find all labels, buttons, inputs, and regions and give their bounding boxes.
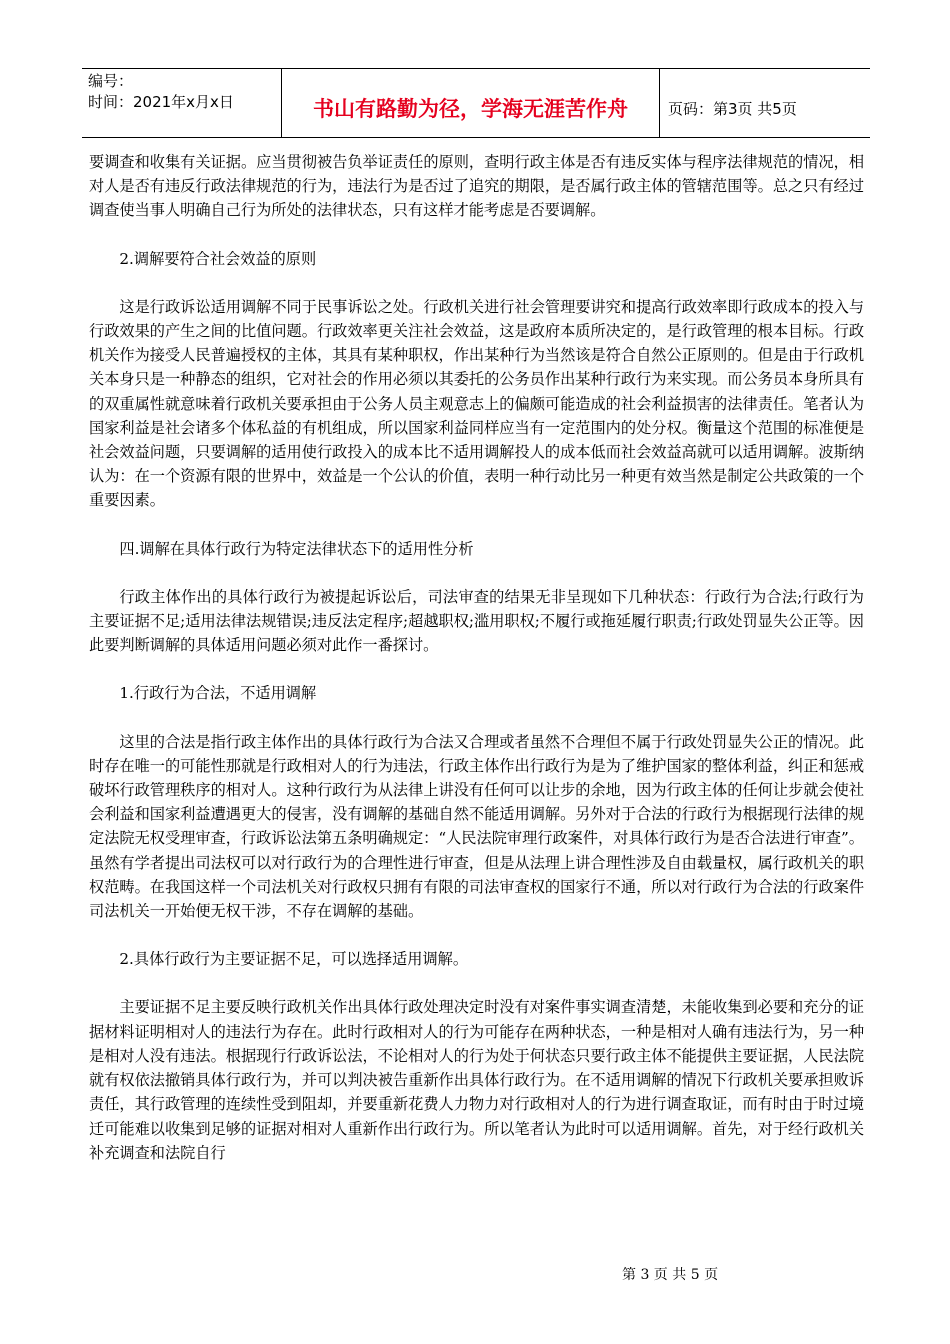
section-heading: 2.调解要符合社会效益的原则: [119, 249, 317, 268]
section-heading: 2.具体行政行为主要证据不足，可以选择适用调解。: [119, 950, 469, 969]
header-meta: [82, 69, 282, 137]
document-body: [89, 150, 864, 1189]
paragraph: 主要证据不足主要反映行政机关作出具体行政处理决定时没有对案件事实调查清楚，未能收集到必要和充分的证据材料证明相对人的违法行为存在。此时行政相对人的行为可能存在两种状态，一种是相对人确有违法行为，另一种是相对人没有违法。根据现行行政诉讼法，不论相对人的行为处于何状态只要行政主体不能提供主要证据，人民法院就有权依法撤销具体行政行为，并可以判决被告重新作出具体行政行为。在不适用调解的情况下行政机关要承担败诉责任，其行政管理的连续性受到阻却，并要重新花费人力物力对行政相对人的行为进行调查取证，而有时由于时过境迁可能难以收集到足够的证据对相对人重新作出行政行为。所以笔者认为此时可以适用调解。首先，对于经行政机关补充调查和法院自行: [89, 998, 864, 1162]
paragraph: 这是行政诉讼适用调解不同于民事诉讼之处。行政机关进行社会管理要讲究和提高行政效率即行政成本的投入与行政效果的产生之间的比值问题。行政效率更关注社会效益，这是政府本质所决定的，是行政管理的根本目标。行政机关作为接受人民普遍授权的主体，其具有某种职权，作出某种行为当然该是符合自然公正原则的。但是由于行政机关本身只是一种静态的组织，它对社会的作用必须以其委托的公务员作出某种行政行为来实现。而公务员本身所具有的双重属性就意味着行政机关要承担由于公务人员主观意志上的偏颇可能造成的社会利益损害的法律责任。笔者认为国家利益是社会诸多个体私益的有机组成，所以国家利益同样应当有一定范围内的处分权。衡量这个范围的标准便是社会效益问题，只要调解的适用使行政投入的成本比不适用调解投人的成本低而社会效益高就可以适用调解。波斯纳认为：在一个资源有限的世界中，效益是一个公认的价值，表明一种行动比另一种更有效当然是制定公共政策的一个重要因素。: [89, 297, 864, 510]
paragraph: 这里的合法是指行政主体作出的具体行政行为合法又合理或者虽然不合理但不属于行政处罚显失公正的情况。此时存在唯一的可能性那就是行政相对人的行为违法，行政主体作出行政行为是为了维护国家的整体利益，纠正和惩戒破坏行政管理秩序的相对人。这种行政行为从法律上讲没有任何可以让步的余地，因为行政主体的任何让步就会使社会利益和国家利益遭遇更大的侵害，没有调解的基础自然不能适用调解。另外对于合法的行政行为根据现行法律的规定法院无权受理审查，行政诉讼法第五条明确规定：“人民法院审理行政案件，对具体行政行为是否合法进行审查”。虽然有学者提出司法权可以对行政行为的合理性进行审查，但是从法理上讲合理性涉及自由载量权，属行政机关的职权范畴。在我国这样一个司法机关对行政权只拥有有限的司法审查权的国家行不通，所以对行政行为合法的行政案件司法机关一开始便无权干涉，不存在调解的基础。: [89, 732, 864, 921]
page-footer: 第 3 页 共 5 页: [622, 1267, 719, 1283]
paragraph: 要调查和收集有关证据。应当贯彻被告负举证责任的原则，查明行政主体是否有违反实体与程序法律规范的情况，相对人是否有违反行政法律规范的行为，违法行为是否过了追究的期限，是否属行政主体的管辖范围等。总之只有经过调查使当事人明确自己行为所处的法律状态，只有这样才能考虑是否要调解。: [89, 153, 864, 220]
section-heading: 四.调解在具体行政行为特定法律状态下的适用性分析: [119, 539, 474, 558]
time-label: 时间：2021年x月x日: [88, 93, 234, 111]
paragraph: 行政主体作出的具体行政行为被提起诉讼后，司法审查的结果无非呈现如下几种状态：行政行为合法;行政行为主要证据不足;适用法律法规错误;违反法定程序;超越职权;滥用职权;不履行或拖延履行职责;行政处罚显失公正等。因此要判断调解的具体适用问题必须对此作一番探讨。: [89, 587, 864, 655]
header-page-info: 页码：第3页 共5页: [668, 99, 797, 118]
document-header: [82, 68, 870, 138]
header-motto: 书山有路勤为径，学海无涯苦作舟: [282, 69, 660, 137]
section-heading: 1.行政行为合法，不适用调解: [119, 684, 317, 703]
serial-number-label: 编号：: [88, 72, 134, 90]
